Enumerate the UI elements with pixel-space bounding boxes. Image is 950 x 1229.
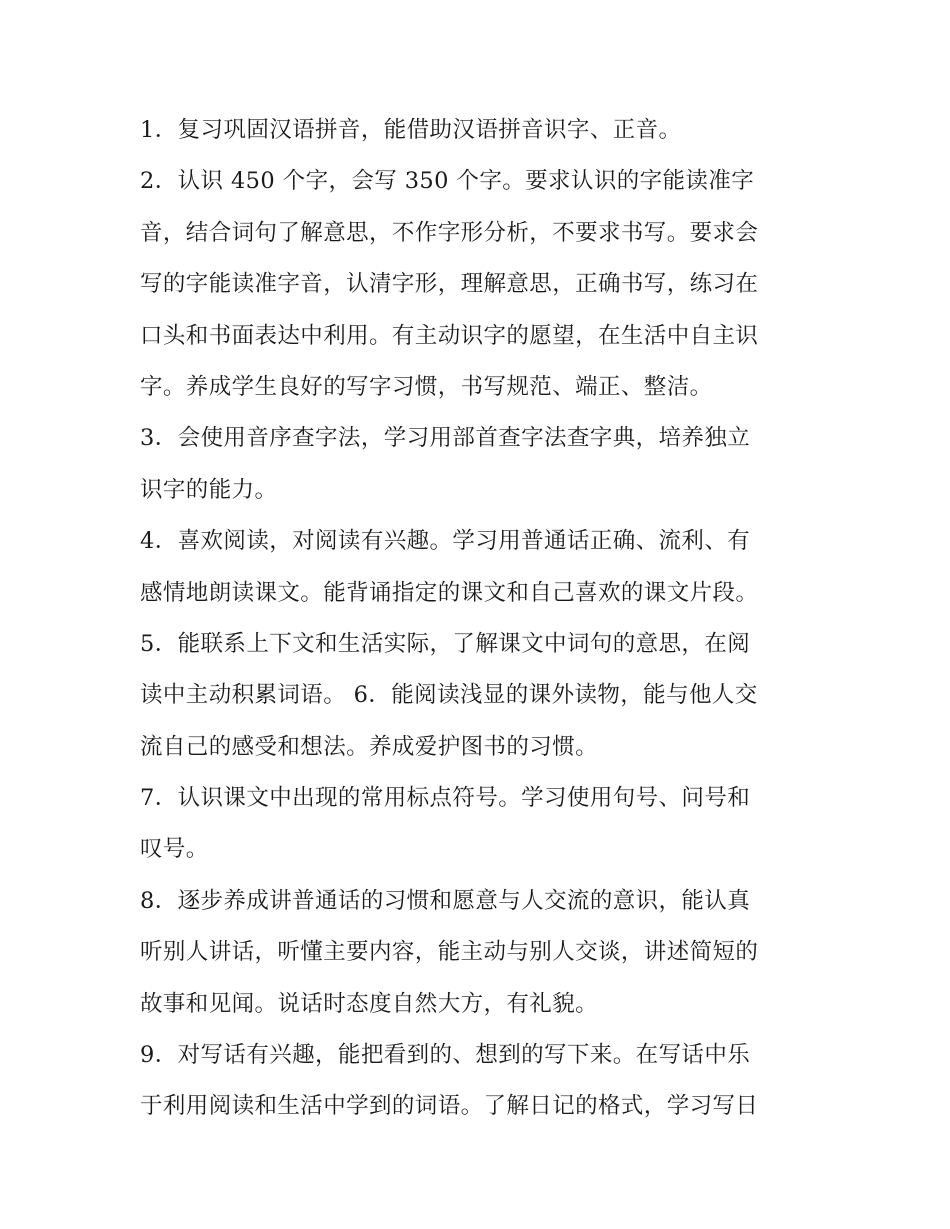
- text-line-13: 流自己的感受和想法。养成爱护图书的习惯。: [140, 733, 599, 760]
- text-line-1: 1．复习巩固汉语拼音，能借助汉语拼音识字、正音。: [140, 117, 682, 143]
- document-body: [140, 105, 820, 1133]
- text-line-16: 8．逐步养成讲普通话的习惯和愿意与人交流的意识，能认真: [140, 887, 751, 914]
- text-line-20: 于利用阅读和生活中学到的词语。了解日记的格式，学习写日: [140, 1093, 759, 1120]
- text-line-15: 叹号。: [140, 836, 209, 863]
- text-line-3: 音，结合词句了解意思，不作字形分析，不要求书写。要求会: [140, 219, 759, 246]
- text-line-7: 3．会使用音序查字法，学习用部首查字法查字典，培养独立: [140, 425, 751, 452]
- text-line-12: 读中主动积累词语。 6．能阅读浅显的课外读物，能与他人交: [140, 682, 758, 709]
- text-line-14: 7．认识课文中出现的常用标点符号。学习使用句号、问号和: [140, 785, 751, 812]
- text-line-9: 4．喜欢阅读，对阅读有兴趣。学习用普通话正确、流利、有: [140, 528, 751, 555]
- text-line-8: 识字的能力。: [140, 476, 278, 503]
- text-line-5: 口头和书面表达中利用。有主动识字的愿望，在生活中自主识: [140, 322, 759, 349]
- text-line-11: 5．能联系上下文和生活实际，了解课文中词句的意思，在阅: [140, 630, 751, 657]
- text-line-2: 2．认识 450 个字，会写 350 个字。要求认识的字能读准字: [140, 168, 755, 195]
- text-line-10: 感情地朗读课文。能背诵指定的课文和自己喜欢的课文片段。: [140, 579, 759, 606]
- text-line-4: 写的字能读准字音，认清字形，理解意思，正确书写，练习在: [140, 271, 759, 298]
- text-line-6: 字。养成学生良好的写字习惯，书写规范、端正、整洁。: [140, 373, 713, 400]
- text-line-17: 听别人讲话，听懂主要内容，能主动与别人交谈，讲述简短的: [140, 939, 759, 966]
- text-line-19: 9．对写话有兴趣，能把看到的、想到的写下来。在写话中乐: [140, 1042, 751, 1069]
- text-line-18: 故事和见闻。说话时态度自然大方，有礼貌。: [140, 990, 599, 1017]
